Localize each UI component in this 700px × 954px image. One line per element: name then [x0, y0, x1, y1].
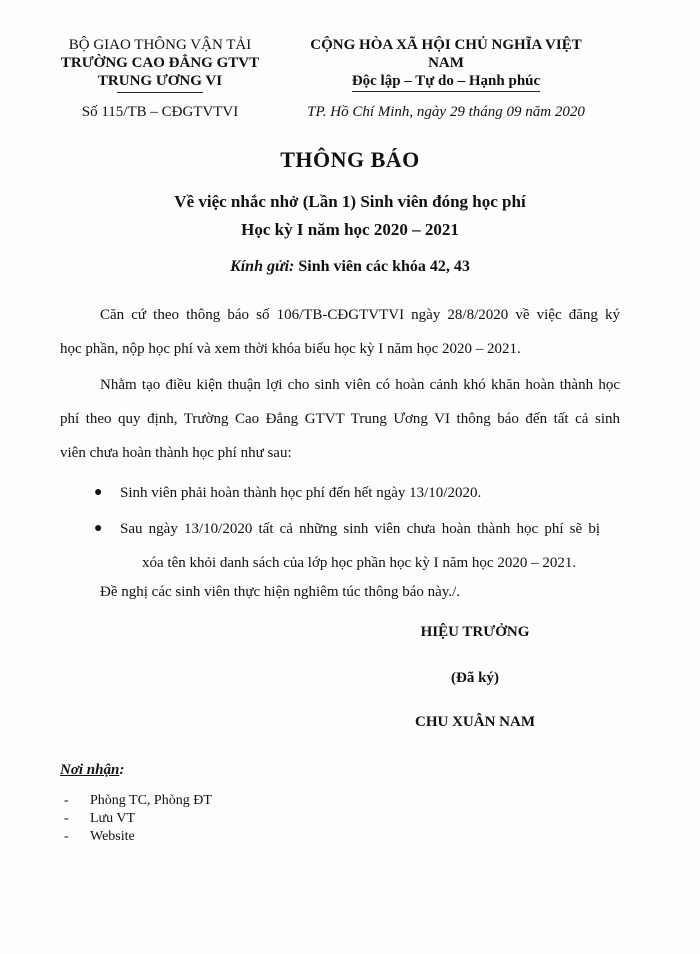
bullet-1-text: Sinh viên phải hoàn thành học phí đến hết ngày 13/10/2020.	[120, 485, 482, 501]
document-subject-line1: Về việc nhắc nhở (Lần 1) Sinh viên đóng học phí	[174, 192, 526, 211]
national-motto: Độc lập – Tự do – Hạnh phúc	[352, 72, 540, 92]
nation-header	[296, 36, 596, 92]
bullet-icon: ●	[94, 521, 103, 536]
list-item	[94, 512, 600, 580]
list-item: - Phòng TC, Phòng ĐT	[60, 792, 212, 810]
recipients-label: Nơi nhận	[60, 762, 120, 778]
recipients-list	[60, 792, 212, 846]
school-name-line1: TRƯỜNG CAO ĐẲNG GTVT	[60, 55, 260, 71]
list-item: - Website	[60, 828, 212, 846]
place-and-date: TP. Hồ Chí Minh, ngày 29 tháng 09 năm 2020	[307, 104, 585, 120]
bullet-icon: ●	[94, 485, 103, 500]
recipients-heading: Nơi nhận:	[60, 762, 125, 778]
bullet-2-line-1: Sau ngày 13/10/2020 tất cả những sinh viên chưa hoàn thành học phí sẽ bị	[120, 521, 600, 537]
document-title: THÔNG BÁO	[280, 147, 420, 172]
paragraph-2-line-1: Nhằm tạo điều kiện thuận lợi cho sinh viên có hoàn cảnh khó khăn hoàn thành học	[100, 377, 620, 393]
list-item	[94, 476, 600, 510]
issuer-header	[40, 36, 280, 93]
salutation	[0, 258, 700, 276]
issuer-divider	[117, 92, 203, 93]
salutation-recipient: Sinh viên các khóa 42, 43	[298, 258, 470, 275]
signer-title: HIỆU TRƯỞNG	[420, 624, 530, 640]
paragraph-1	[60, 298, 620, 366]
signed-note: (Đã ký)	[451, 670, 499, 686]
list-item: - Lưu VT	[60, 810, 212, 828]
school-name-line2: TRUNG ƯƠNG VI	[97, 73, 223, 89]
document-number: Số 115/TB – CĐGTVTVI	[81, 104, 239, 120]
paragraph-2	[60, 368, 620, 470]
document-subject-line2: Học kỳ I năm học 2020 – 2021	[241, 220, 459, 239]
nation-title: CỘNG HÒA XÃ HỘI CHỦ NGHĨA VIỆT NAM	[310, 37, 582, 71]
paragraph-2-line-3: viên chưa hoàn thành học phí như sau:	[60, 445, 292, 461]
closing-sentence: Đề nghị các sinh viên thực hiện nghiêm túc thông báo này./.	[100, 584, 460, 600]
ministry-name: BỘ GIAO THÔNG VẬN TẢI	[68, 37, 252, 53]
paragraph-2-line-2: phí theo quy định, Trường Cao Đẳng GTVT Trung Ương VI thông báo đến tất cả sinh	[60, 411, 620, 427]
bullet-2-line-2: xóa tên khỏi danh sách của lớp học phần học kỳ I năm học 2020 – 2021.	[142, 555, 577, 571]
paragraph-1-line-2: học phần, nộp học phí và xem thời khóa biểu học kỳ I năm học 2020 – 2021.	[60, 341, 521, 357]
salutation-label: Kính gửi:	[230, 258, 295, 275]
signer-name: CHU XUÂN NAM	[415, 714, 535, 730]
paragraph-1-line-1: Căn cứ theo thông báo số 106/TB-CĐGTVTVI ngày 28/8/2020 về việc đăng ký	[100, 307, 620, 323]
